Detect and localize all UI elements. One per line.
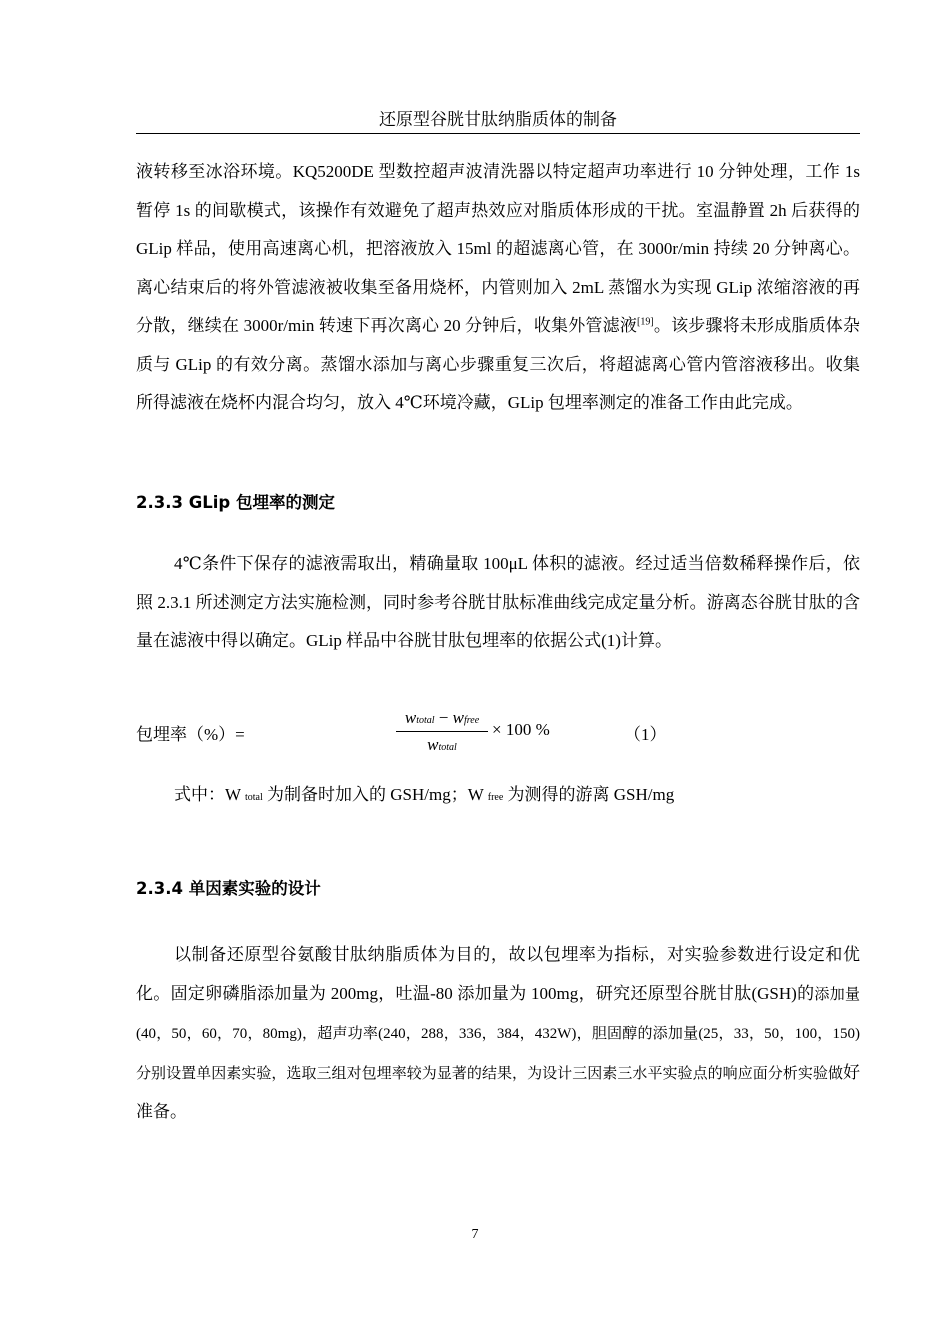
citation-ref: [19] (637, 316, 654, 328)
page-number: 7 (471, 1227, 479, 1242)
formula-number: （1） (624, 725, 667, 744)
formula-fraction (396, 706, 488, 756)
running-header: 还原型谷胱甘肽纳脂质体的制备 (379, 110, 617, 129)
paragraph-text: 液转移至冰浴环境。KQ5200DE 型数控超声波清洗器以特定超声功率进行 10 分钟处理，工作 1s 暂停 1s 的间歇模式，该操作有效避免了超声热效应对脂质体形成的干扰。室温静置 2h 后获得的 GLip 样品，使用高速离心机，把溶液放入 15ml 的超滤离心管，在 3000r/min 持续 20 分钟离心。离心结束后的将外管滤液被收集至备用烧杯，内管则加入 2mL 蒸馏水为实现 GLip 浓缩溶液的再分散，继续在 3000r/min 转速下再次离心 20 分钟后，收集外管滤液 (136, 162, 860, 335)
paragraph-text-continued: 。该步骤将未形成脂质体杂质与 GLip 的有效分离。蒸馏水添加与离心步骤重复三次后，将超滤离心管内管溶液移出。收集所得滤液在烧杯内混合均匀，放入 4℃环境冷藏，GLip 包埋率测定的准备工作由此完成。 (136, 316, 860, 412)
formula-numerator: wtotal − wfree (404, 708, 480, 727)
paragraph-ultrasonic-procedure (136, 153, 860, 423)
section-heading-2-3-4: 2.3.4 单因素实验的设计 (136, 879, 321, 898)
formula-label: 包埋率（%）= (136, 725, 245, 744)
paragraph-encapsulation-measurement: 4℃条件下保存的滤液需取出，精确量取 100μL 体积的滤液。经过适当倍数稀释操作后，依照 2.3.1 所述测定方法实施检测，同时参考谷胱甘肽标准曲线完成定量分析。游离态谷胱甘肽的含量在滤液中得以确定。GLip 样品中谷胱甘肽包埋率的依据公式(1)计算。 (136, 554, 860, 650)
paragraph-single-factor-design: 以制备还原型谷氨酸甘肽纳脂质体为目的，故以包埋率为指标，对实验参数进行设定和优化。固定卵磷脂添加量为 200mg，吐温-80 添加量为 100mg，研究还原型谷胱甘肽(GSH)的添加量(40，50，60，70，80mg)，超声功率(240，288，336，384，432W)，胆固醇的添加量(25，33，50，100，150)分别设置单因素实验，选取三组对包埋率较为显著的结果，为设计三因素三水平实验点的响应面分析实验做好准备。 (136, 945, 860, 1121)
formula-denominator: wtotal (427, 735, 457, 754)
section-heading-2-3-3: 2.3.3 GLip 包埋率的测定 (136, 493, 335, 512)
formula-multiplier: × 100 % (492, 720, 550, 739)
encapsulation-formula (136, 706, 860, 760)
formula-note: 式中：W total 为制备时加入的 GSH/mg；W free 为测得的游离 GSH/mg (174, 785, 675, 804)
header-rule (136, 133, 860, 134)
